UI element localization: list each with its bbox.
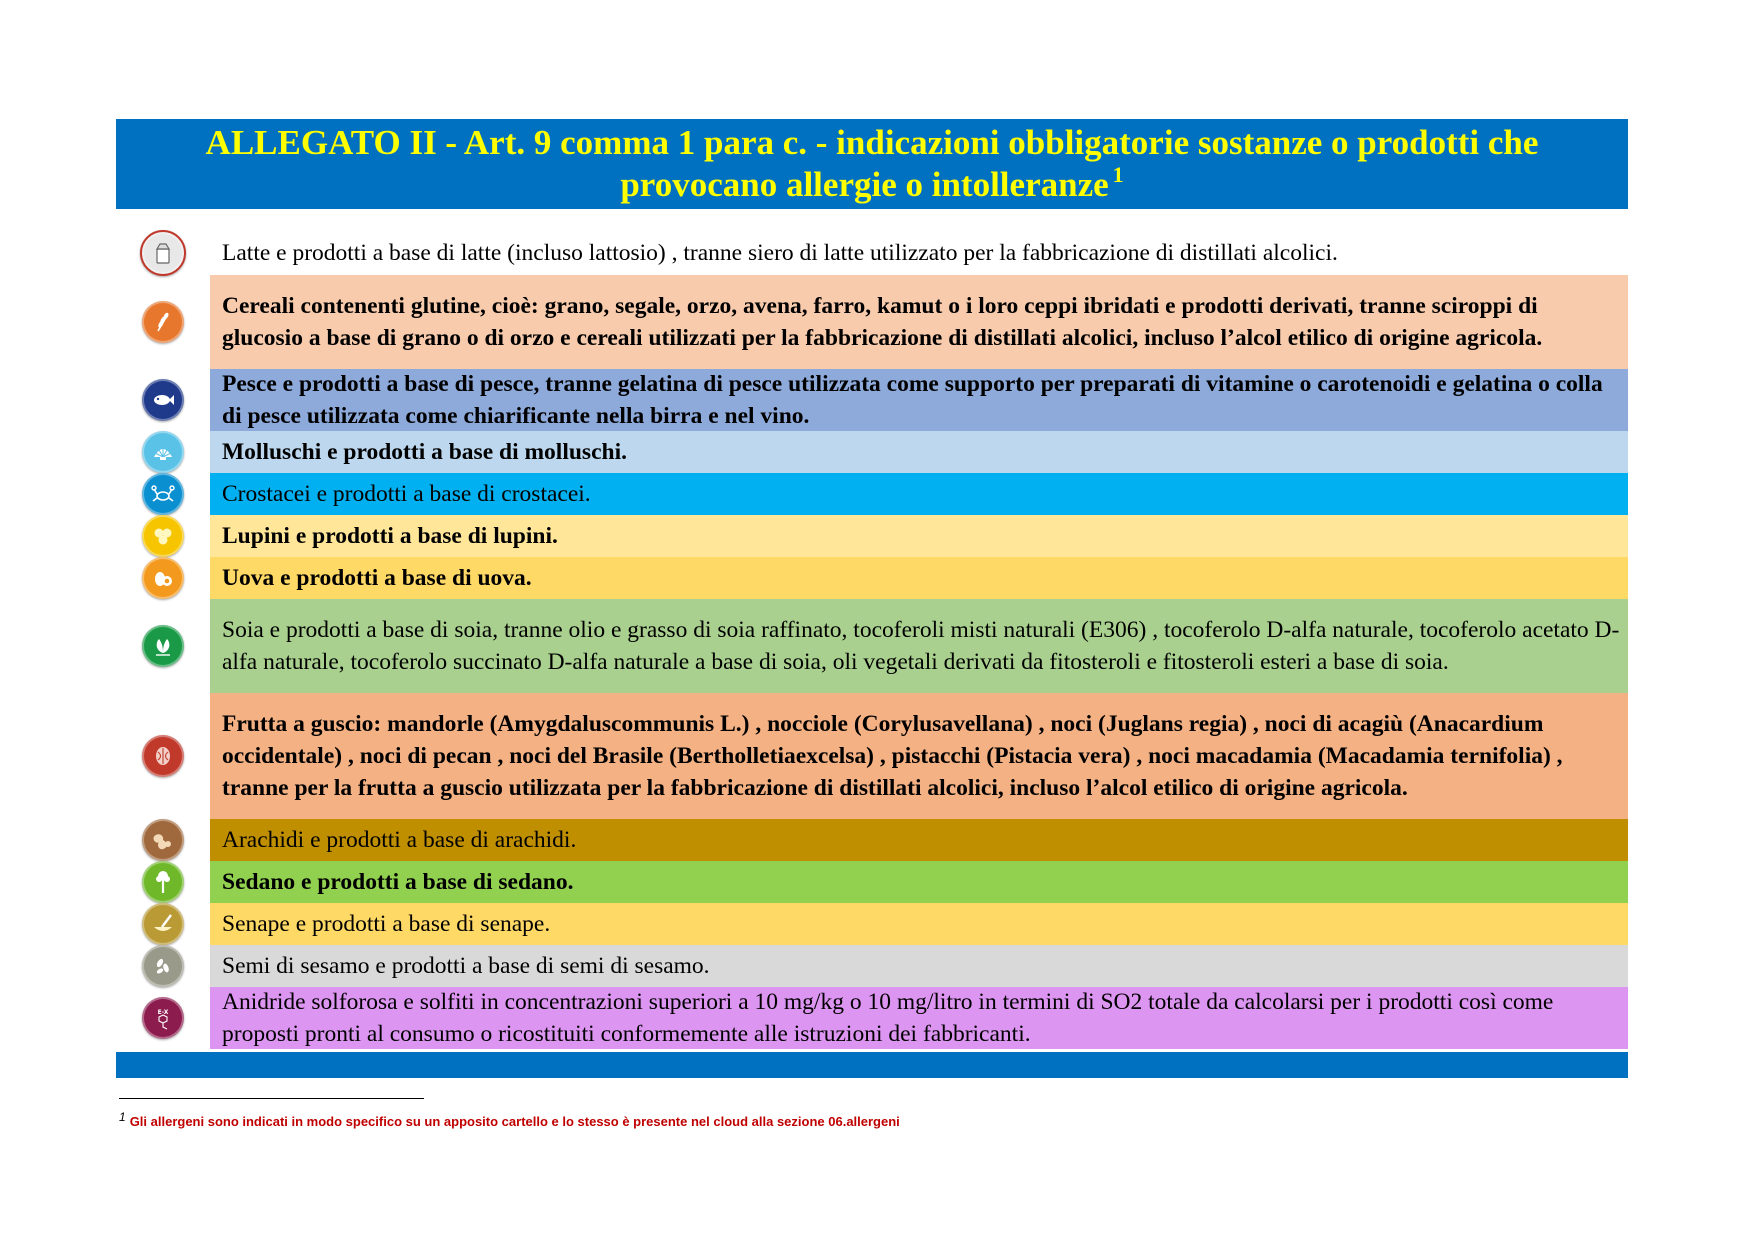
- title-line-2-text: provocano allergie o intolleranze: [620, 165, 1109, 204]
- footnote-text: Gli allergeni sono indicati in modo specifico su un apposito cartello e lo stesso è presente nel cloud alla sezione 06.allergeni: [129, 1114, 900, 1129]
- allergen-icon-cell: [116, 945, 210, 987]
- allergen-description: Arachidi e prodotti a base di arachidi.: [210, 819, 1628, 861]
- allergen-row: [116, 231, 1628, 275]
- sulphite-icon: [142, 997, 184, 1039]
- allergen-description: Frutta a guscio: mandorle (Amygdaluscommunis L.) , nocciole (Corylusavellana) , noci (Juglans regia) , noci di acagiù (Anacardium occidentale) , noci di pecan , noci del Brasile (Bertholletiaexcelsa) , pistacchi (Pistacia vera) , noci macadamia (Macadamia ternifolia) , tranne per la frutta a guscio utilizzata per la fabbricazione di distillati alcolici, incluso l’alcol etilico di origine agricola.: [210, 693, 1628, 819]
- allergen-row: [116, 599, 1628, 693]
- allergen-row: [116, 987, 1628, 1049]
- allergen-description: Cereali contenenti glutine, cioè: grano, segale, orzo, avena, farro, kamut o i loro ceppi ibridati e prodotti derivati, tranne sciroppi di glucosio a base di grano o di orzo e cereali utilizzati per la fabbricazione di distillati alcolici, incluso l’alcol etilico di origine agricola.: [210, 275, 1628, 369]
- milk-icon: [140, 230, 186, 276]
- allergen-row: [116, 819, 1628, 861]
- allergen-icon-cell: [116, 819, 210, 861]
- footnote-reference[interactable]: 1: [1112, 162, 1124, 187]
- allergen-icon-cell: [116, 861, 210, 903]
- title-bar: [116, 119, 1628, 209]
- footnote-separator: [119, 1098, 424, 1099]
- nut-icon: [142, 735, 184, 777]
- allergen-row: [116, 693, 1628, 819]
- allergen-icon-cell: [116, 599, 210, 693]
- fish-icon: [142, 379, 184, 421]
- allergen-icon-cell: [116, 231, 210, 275]
- shell-icon: [142, 431, 184, 473]
- allergen-description: Crostacei e prodotti a base di crostacei.: [210, 473, 1628, 515]
- allergen-row: [116, 515, 1628, 557]
- lupin-icon: [142, 515, 184, 557]
- celery-icon: [142, 861, 184, 903]
- allergen-icon-cell: [116, 473, 210, 515]
- allergen-description: Sedano e prodotti a base di sedano.: [210, 861, 1628, 903]
- allergen-icon-cell: [116, 431, 210, 473]
- mustard-icon: [142, 903, 184, 945]
- allergen-description: Pesce e prodotti a base di pesce, tranne gelatina di pesce utilizzata come supporto per preparati di vitamine o carotenoidi e gelatina o colla di pesce utilizzata come chiarificante nella birra e nel vino.: [210, 369, 1628, 431]
- sesame-icon: [142, 945, 184, 987]
- wheat-icon: [142, 301, 184, 343]
- title-line-2: [116, 164, 1628, 206]
- allergen-icon-cell: [116, 987, 210, 1049]
- allergen-row: [116, 945, 1628, 987]
- allergen-icon-cell: [116, 903, 210, 945]
- allergen-row: [116, 473, 1628, 515]
- crab-icon: [142, 473, 184, 515]
- allergen-description: Semi di sesamo e prodotti a base di semi di sesamo.: [210, 945, 1628, 987]
- allergen-icon-cell: [116, 515, 210, 557]
- allergen-row: [116, 903, 1628, 945]
- allergen-row: [116, 431, 1628, 473]
- footnote: [119, 1110, 900, 1129]
- allergen-description: Molluschi e prodotti a base di molluschi.: [210, 431, 1628, 473]
- allergen-description: Latte e prodotti a base di latte (incluso lattosio) , tranne siero di latte utilizzato per la fabbricazione di distillati alcolici.: [210, 231, 1628, 275]
- egg-icon: [142, 557, 184, 599]
- allergen-row: [116, 275, 1628, 369]
- footnote-mark: 1: [119, 1110, 126, 1124]
- svg-text:E-X: E-X: [157, 1009, 169, 1016]
- allergen-row: [116, 369, 1628, 431]
- allergen-table: [116, 231, 1628, 1049]
- allergen-description: Uova e prodotti a base di uova.: [210, 557, 1628, 599]
- allergen-description: Anidride solforosa e solfiti in concentrazioni superiori a 10 mg/kg o 10 mg/litro in termini di SO2 totale da calcolarsi per i prodotti così come proposti pronti al consumo o ricostituiti conformemente alle istruzioni dei fabbricanti.: [210, 987, 1628, 1049]
- allergen-icon-cell: [116, 693, 210, 819]
- allergen-row: [116, 861, 1628, 903]
- allergen-description: Senape e prodotti a base di senape.: [210, 903, 1628, 945]
- allergen-row: [116, 557, 1628, 599]
- allergen-description: Soia e prodotti a base di soia, tranne olio e grasso di soia raffinato, tocoferoli misti naturali (E306) , tocoferolo D-alfa naturale, tocoferolo acetato D-alfa naturale, tocoferolo succinato D-alfa naturale a base di soia, oli vegetali derivati da fitosteroli e fitosteroli esteri a base di soia.: [210, 599, 1628, 693]
- allergen-description: Lupini e prodotti a base di lupini.: [210, 515, 1628, 557]
- soy-icon: [142, 625, 184, 667]
- allergen-icon-cell: [116, 369, 210, 431]
- title-line-1: ALLEGATO II - Art. 9 comma 1 para c. - indicazioni obbligatorie sostanze o prodotti che: [205, 123, 1539, 162]
- allergen-icon-cell: [116, 275, 210, 369]
- allergen-icon-cell: [116, 557, 210, 599]
- footer-bar: [116, 1052, 1628, 1078]
- peanut-icon: [142, 819, 184, 861]
